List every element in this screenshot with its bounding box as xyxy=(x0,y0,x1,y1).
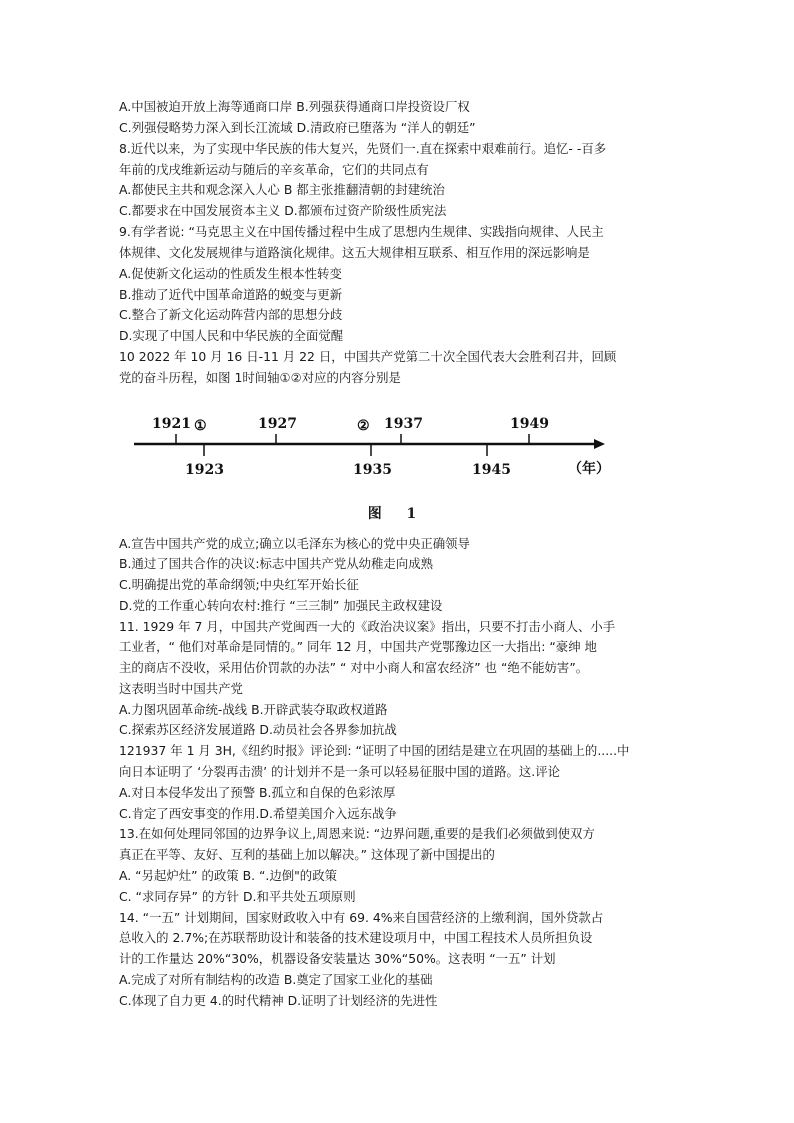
text-line: 体规律、文化发展规律与道路演化规律。这五大规律相互联系、相互作用的深远影响是 xyxy=(119,245,590,260)
timeline-label-1935: 1935 xyxy=(353,462,392,478)
text-line: C.体现了自力更 4.的时代精神 D.证明了计划经济的先进性 xyxy=(119,993,438,1008)
text-line: B.推动了近代中国革命道路的蜕变与更新 xyxy=(119,287,343,302)
text-line: C.肯定了西安事变的作用.D.希望美国介入远东战争 xyxy=(119,806,397,821)
timeline-label-1923: 1923 xyxy=(185,462,224,478)
timeline-label-1937: 1937 xyxy=(384,416,423,432)
text-line: 总收入的 2.7%;在苏联帮助设计和装备的技术建设项月中，中国工程技术人员所担负设 xyxy=(119,930,593,945)
text-line: A.中国被迫开放上海等通商口岸 B.列强获得通商口岸投资设厂权 xyxy=(119,99,470,114)
text-line: 主的商店不没收，采用估价罚款的办法” “ 对中小商人和富农经济” 也 “绝不能妨害”。 xyxy=(119,660,589,675)
text-line: 向日本证明了 ‘分裂再击溃’ 的计划并不是一条可以轻易征服中国的道路。这.评论 xyxy=(119,764,560,779)
timeline-unit-label: （年） xyxy=(568,461,610,477)
text-line: 11. 1929 年 7 月，中国共产党闽西一大的《政治决议案》指出，只要不打击小商人、小手 xyxy=(119,619,616,634)
text-line: 121937 年 1 月 3H,《纽约时报》评论到: “证明了中国的团结是建立在巩固的基础上的.....中 xyxy=(119,743,630,758)
text-line: C.整合了新文化运动阵营内部的思想分歧 xyxy=(119,307,343,322)
text-line: A.完成了对所有制结构的改造 B.奠定了国家工业化的基础 xyxy=(119,972,433,987)
text-line: C.明确提出党的革命纲领;中央红军开始长征 xyxy=(119,577,359,592)
timeline-arrow-icon xyxy=(594,439,605,449)
timeline-label-1945: 1945 xyxy=(472,462,511,478)
text-line: 13.在如何处理同邻国的边界争议上,周恩来说: “边界问题,重要的是我们必须做到使双方 xyxy=(119,826,595,841)
text-line: 计的工作量达 20%“30%，机器设备安装量达 30%“50%。这表明 “一五” 计划 xyxy=(119,951,556,966)
text-line: 工业者，“ 他们对革命是同情的。” 同年 12 月，中国共产党鄂豫边区一大指出: “豪绅 地 xyxy=(119,639,597,654)
text-line: A.力图巩固革命统-战线 B.开辟武装夺取政权道路 xyxy=(119,702,388,717)
text-line: C.探索苏区经济发展道路 D.动员社会各界参加抗战 xyxy=(119,722,397,737)
text-line: C.都要求在中国发展资本主义 D.都颁布过资产阶级性质宪法 xyxy=(119,203,447,218)
text-line: A.都使民主共和观念深入人心 B 都主张推翻清朝的封建统治 xyxy=(119,182,445,197)
timeline-label-1921: 1921 xyxy=(152,416,191,432)
text-line: C. “求同存异” 的方针 D.和平共处五项原则 xyxy=(119,889,356,904)
text-line: 10 2022 年 10 月 16 日-11 月 22 日，中国共产党第二十次全国代表大会胜利召井，回顾 xyxy=(119,349,617,364)
text-line: 9.有学者说: “马克思主义在中国传播过程中生成了思想内生规律、实践指向规律、人民主 xyxy=(119,224,604,239)
text-line: A.宣告中国共产党的成立;确立以毛泽东为核心的党中央正确领导 xyxy=(119,536,470,551)
timeline-marker-1: ① xyxy=(194,418,207,434)
text-line: A. “另起炉灶” 的政策 B. “.边倒"的政策 xyxy=(119,868,337,883)
text-line: A.促使新文化运动的性质发生根本性转变 xyxy=(119,266,342,281)
timeline-label-1927: 1927 xyxy=(258,416,297,432)
text-line: 14. “一五” 计划期间，国家财政收入中有 69. 4%来自国营经济的上缴利润，国外贷款占 xyxy=(119,910,604,925)
text-line: 党的奋斗历程，如图 1时间轴①②对应的内容分别是 xyxy=(119,370,401,385)
text-line: 这表明当时中国共产党 xyxy=(119,681,243,696)
figure-caption: 图 1 xyxy=(367,506,427,522)
timeline-label-1949: 1949 xyxy=(510,416,549,432)
text-line: 8.近代以来，为了实现中华民族的伟大复兴，先贤们一.直在探索中艰难前行。追忆- -百多 xyxy=(119,141,607,156)
timeline-marker-2: ② xyxy=(357,418,370,434)
text-line: D.实现了中国人民和中华民族的全面觉醒 xyxy=(119,328,344,343)
text-line: 年前的戊戌维新运动与随后的辛亥革命，它们的共同点有 xyxy=(119,162,429,177)
text-line: 真正在平等、友好、互利的基础上加以解决。” 这体现了新中国提出的 xyxy=(119,847,495,862)
timeline-figure xyxy=(128,408,640,488)
text-line: A.对日本侵华发出了预警 B.孤立和自保的色彩浓厚 xyxy=(119,785,396,800)
text-line: D.党的工作重心转向农村:推行 “三三制” 加强民主政权建设 xyxy=(119,598,443,613)
text-line: C.列强侵略势力深入到长江流域 D.清政府已堕落为 “洋人的朝廷” xyxy=(119,120,476,135)
text-line: B.通过了国共合作的决议:标志中国共产党从幼稚走向成熟 xyxy=(119,556,433,571)
